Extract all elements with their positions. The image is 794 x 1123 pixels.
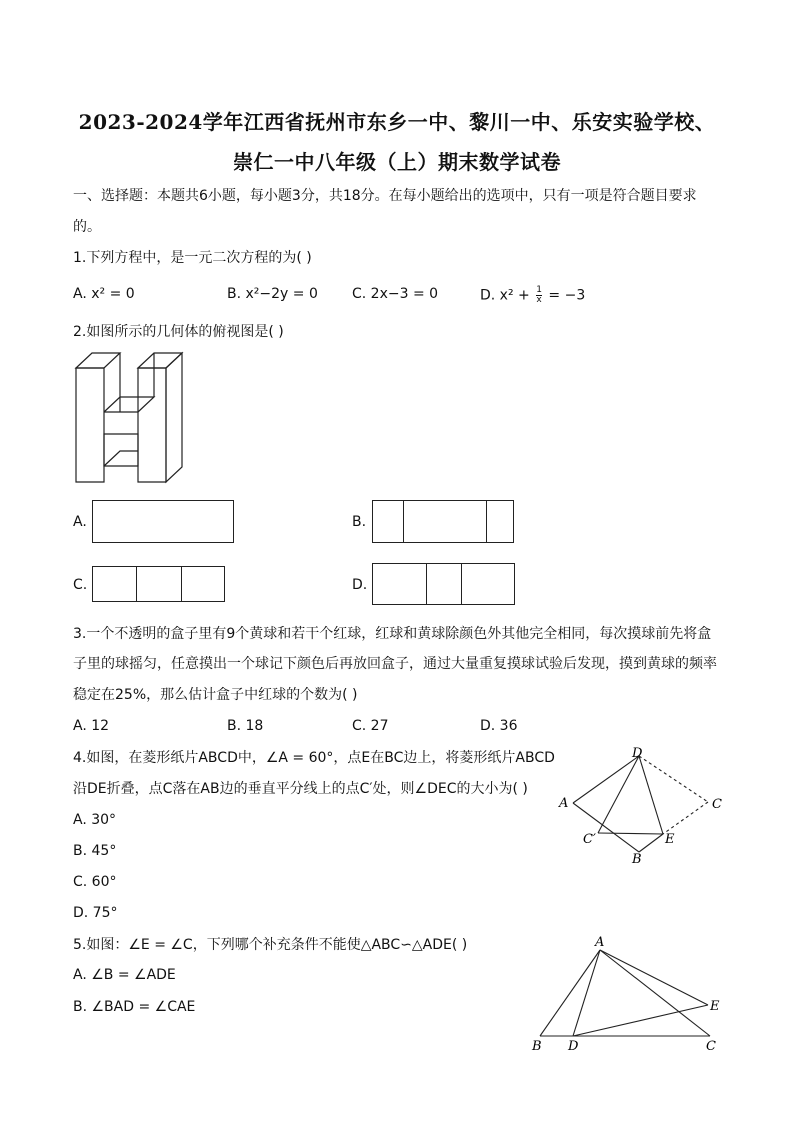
q3-option-a: A. 12 (73, 718, 110, 734)
point-label-a: A (559, 796, 569, 811)
point-label-d: D (568, 1039, 579, 1054)
q5-triangle-figure (528, 930, 728, 1055)
q3-line2: 子里的球摇匀，任意摸出一个球记下颜色后再放回盒子，通过大量重复摸球试验后发现，摸到黄球的频率 (73, 656, 717, 672)
q1-option-d (480, 286, 585, 305)
point-label-b: B (532, 1039, 542, 1054)
q3-option-c: C. 27 (352, 718, 389, 734)
q2-option-b-figure (372, 500, 514, 543)
q1-option-b: B. x²−2y = 0 (227, 286, 318, 302)
divider (403, 501, 404, 542)
connector-top (104, 397, 154, 412)
q1-stem: 1.下列方程中，是一元二次方程的为( ) (73, 250, 312, 266)
q1-option-d-fraction (536, 286, 542, 305)
point-label-e: E (665, 832, 675, 847)
divider (486, 501, 487, 542)
divider (136, 567, 137, 601)
divider (181, 567, 182, 601)
point-label-c: C (712, 797, 722, 812)
q2-option-d: D. (352, 577, 368, 593)
point-label-e: E (710, 999, 720, 1014)
right-column-top (138, 353, 182, 368)
q5-stem: 5.如图：∠E = ∠C，下列哪个补充条件不能使△ABC∽△ADE( ) (73, 937, 468, 953)
q4-option-d: D. 75° (73, 905, 118, 921)
paper-title-line1: 2023-2024学年江西省抚州市东乡一中、黎川一中、乐安实验学校、 (78, 110, 716, 134)
divider (461, 564, 462, 604)
q1-option-d-prefix: D. x² + (480, 287, 535, 304)
paper-title-line2: 崇仁一中八年级（上）期末数学试卷 (233, 150, 561, 174)
q1-fraction-den: x (536, 295, 542, 305)
q1-option-d-suffix: = −3 (543, 287, 586, 304)
point-label-c-prime: C′ (583, 832, 596, 847)
q5-option-a: A. ∠B = ∠ADE (73, 967, 176, 983)
left-column-front (76, 368, 104, 482)
right-column-side (166, 353, 182, 482)
q2-solid-figure (72, 350, 197, 485)
right-column-front (138, 368, 166, 482)
point-label-d: D (632, 746, 643, 761)
q4-option-b: B. 45° (73, 843, 117, 859)
q1-option-a: A. x² = 0 (73, 286, 135, 302)
point-label-c: C (706, 1039, 716, 1054)
q2-option-c: C. (73, 577, 88, 593)
q1-option-c: C. 2x−3 = 0 (352, 286, 439, 302)
section1-heading-cont: 的。 (73, 219, 101, 235)
q2-option-a-figure (92, 500, 234, 543)
q4-rhombus-figure (555, 744, 730, 866)
divider (426, 564, 427, 604)
point-label-b: B (632, 852, 642, 866)
q3-line3: 稳定在25%，那么估计盒子中红球的个数为( ) (73, 687, 358, 703)
section1-heading: 一、选择题：本题共6小题，每小题3分，共18分。在每小题给出的选项中，只有一项是符合题目要求 (73, 188, 697, 204)
q2-stem: 2.如图所示的几何体的俯视图是( ) (73, 324, 284, 340)
q1-fraction-num: 1 (536, 285, 542, 295)
q4-option-c: C. 60° (73, 874, 117, 890)
q4-line1: 4.如图，在菱形纸片ABCD中，∠A = 60°，点E在BC边上，将菱形纸片ABCD (73, 750, 555, 766)
q3-option-b: B. 18 (227, 718, 264, 734)
q2-option-b: B. (352, 514, 367, 530)
q2-option-c-figure (92, 566, 225, 602)
q4-line2: 沿DE折叠，点C落在AB边的垂直平分线上的点C′处，则∠DEC的大小为( ) (73, 781, 528, 797)
left-column-top (76, 353, 120, 368)
q5-option-b: B. ∠BAD = ∠CAE (73, 999, 196, 1015)
q2-option-d-figure (372, 563, 515, 605)
q3-line1: 3.一个不透明的盒子里有9个黄球和若干个红球，红球和黄球除颜色外其他完全相同，每次摸球前先将盒 (73, 626, 712, 642)
point-label-a: A (595, 935, 605, 950)
q3-option-d: D. 36 (480, 718, 518, 734)
q4-option-a: A. 30° (73, 812, 117, 828)
q2-option-a: A. (73, 514, 87, 530)
